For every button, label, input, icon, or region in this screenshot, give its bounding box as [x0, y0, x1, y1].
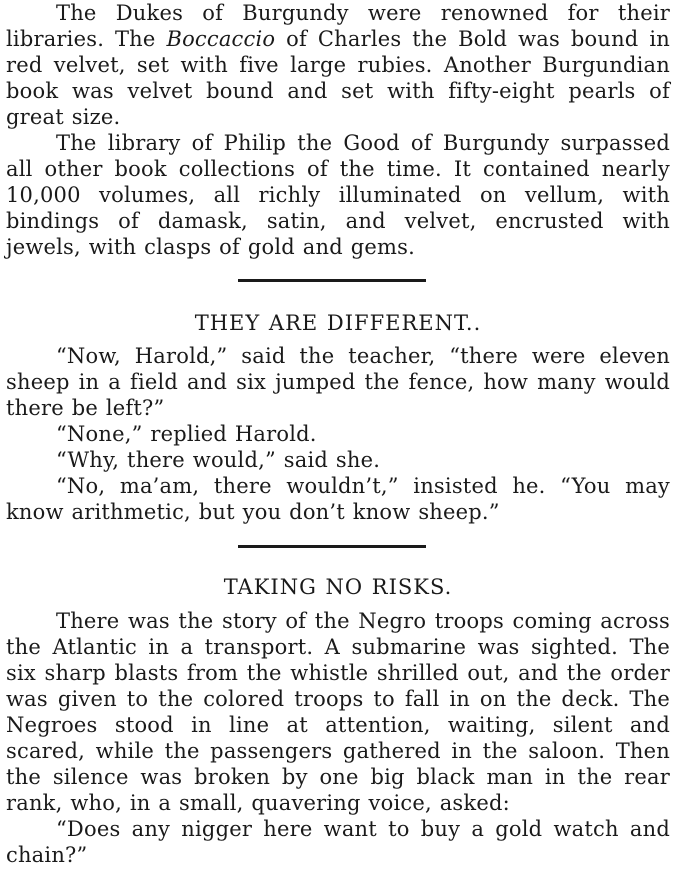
paragraph-text: The Dukes of Burgundy were renowned for their libraries. The [6, 1, 670, 51]
article-heading: THEY ARE DIFFERENT.. [194, 311, 482, 335]
article-they-are-different [6, 343, 670, 525]
paragraph-text: of Charles the Bold was bound in red velvet, set with five large rubies. Another Burgundian book was velvet bound and set with fifty-eight pearls of great size. [6, 27, 670, 129]
section-divider-rule [238, 279, 426, 282]
article-paragraph: The library of Philip the Good of Burgundy surpassed all other book collections of the time. It contained nearly 10,000 volumes, all richly illuminated on vellum, with bindings of damask, satin, and velvet, encrusted with jewels, with clasps of gold and gems. [6, 131, 670, 259]
article-taking-no-risks [6, 608, 670, 868]
article-paragraph: There was the story of the Negro troops coming across the Atlantic in a transport. A submarine was sighted. The six sharp blasts from the whistle shrilled out, and the order was given to the colored troops to fall in on the deck. The Negroes stood in line at attention, waiting, silent and scared, while the passengers gathered in the saloon. Then the silence was broken by one big black man in the rear rank, who, in a small, quavering voice, asked: [6, 609, 670, 815]
article-paragraph [6, 0, 670, 130]
article-paragraph: “None,” replied Harold. [56, 422, 317, 446]
article-paragraph: “Does any nigger here want to buy a gold watch and chain?” [6, 817, 670, 867]
section-divider-rule [238, 545, 426, 548]
article-paragraph: “Why, there would,” said she. [56, 448, 381, 472]
article-paragraph: “No, ma’am, there wouldn’t,” insisted he. “You may know arithmetic, but you don’t know sheep.” [6, 474, 670, 524]
italic-title: Boccaccio [166, 27, 276, 51]
article-paragraph: “Now, Harold,” said the teacher, “there were eleven sheep in a field and six jumped the fence, how many would there be left?” [6, 344, 670, 420]
article-heading: TAKING NO RISKS. [223, 575, 453, 599]
article-burgundy-libraries [6, 0, 670, 260]
